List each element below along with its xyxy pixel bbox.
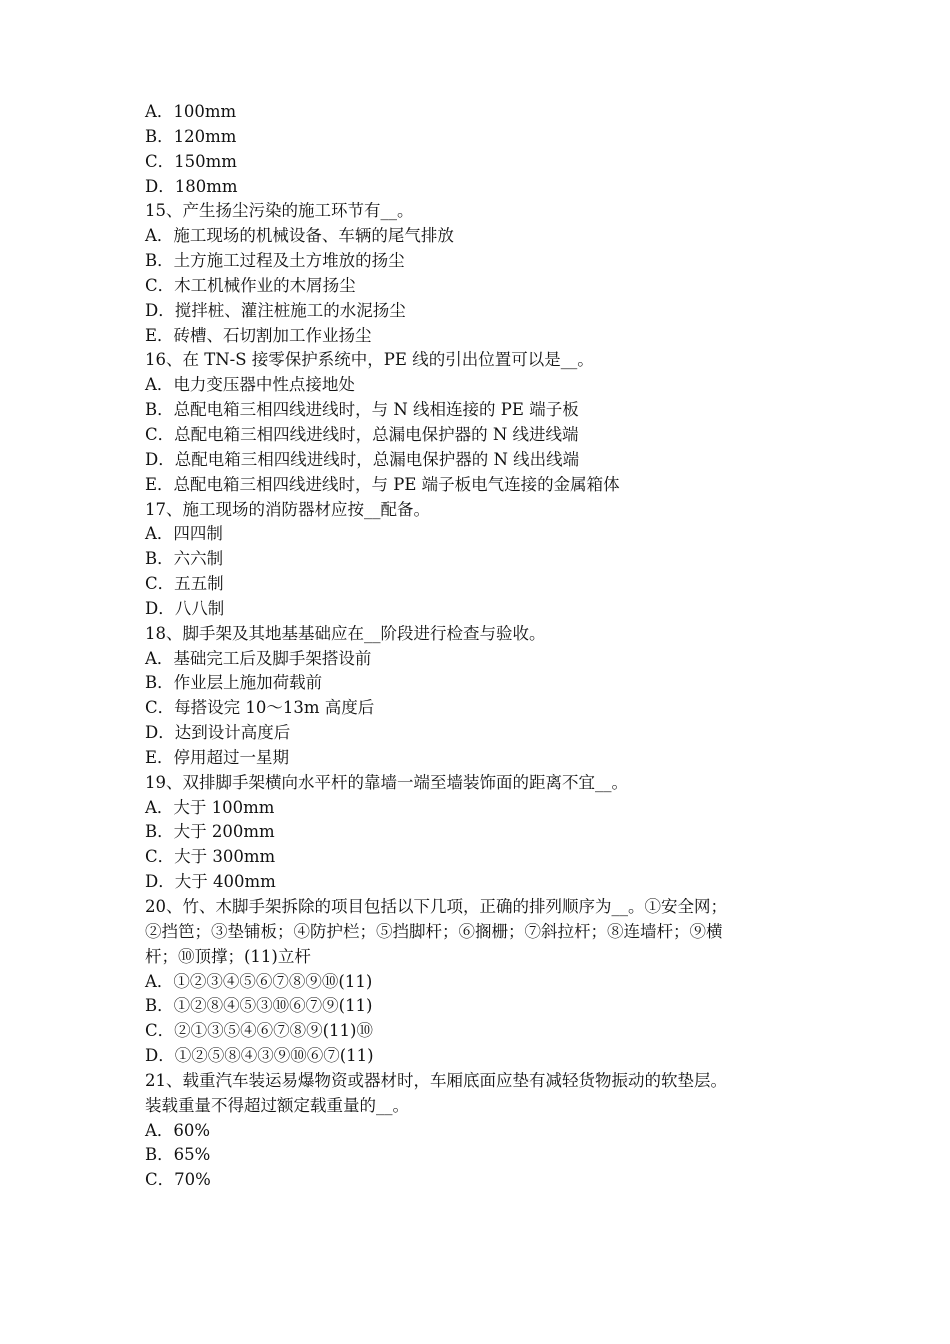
text-line: D．达到设计高度后 bbox=[145, 723, 291, 743]
text-line: ②挡笆；③垫铺板；④防护栏；⑤挡脚杆；⑥搁栅；⑦斜拉杆；⑧连墙杆；⑨横 bbox=[145, 921, 723, 941]
text-line: D．180mm bbox=[145, 176, 238, 196]
text-line: C．150mm bbox=[145, 151, 237, 171]
text-line: C．总配电箱三相四线进线时，总漏电保护器的 N 线进线端 bbox=[145, 424, 579, 444]
text-line: 装载重量不得超过额定载重量的__。 bbox=[145, 1095, 409, 1115]
text-line: 19、双排脚手架横向水平杆的靠墙一端至墙装饰面的距离不宜__。 bbox=[145, 772, 628, 792]
text-line: A．60% bbox=[145, 1120, 211, 1140]
text-line: B．总配电箱三相四线进线时，与 N 线相连接的 PE 端子板 bbox=[145, 400, 579, 420]
document-page bbox=[145, 100, 825, 1193]
text-line: D．八八制 bbox=[145, 598, 225, 618]
text-line: C．大于 300mm bbox=[145, 847, 276, 867]
text-line: C．木工机械作业的木屑扬尘 bbox=[145, 275, 356, 295]
text-line: C．五五制 bbox=[145, 574, 224, 594]
text-line: A．四四制 bbox=[145, 524, 223, 544]
text-line: 杆；⑩顶撑；(11)立杆 bbox=[145, 946, 311, 966]
text-line: C．70% bbox=[145, 1170, 211, 1190]
text-line: B．①②⑧④⑤③⑩⑥⑦⑨(11) bbox=[145, 996, 373, 1016]
text-line: C．每搭设完 10～13m 高度后 bbox=[145, 698, 375, 718]
text-line: D．大于 400mm bbox=[145, 872, 276, 892]
text-line: A．100mm bbox=[145, 102, 237, 121]
text-line: 16、在 TN-S 接零保护系统中，PE 线的引出位置可以是__。 bbox=[145, 350, 594, 370]
text-line: 18、脚手架及其地基基础应在__阶段进行检查与验收。 bbox=[145, 623, 546, 643]
text-line: 21、载重汽车装运易爆物资或器材时，车厢底面应垫有减轻货物振动的软垫层。 bbox=[145, 1070, 727, 1090]
text-line: A．基础完工后及脚手架搭设前 bbox=[145, 648, 372, 668]
text-line: D．总配电箱三相四线进线时，总漏电保护器的 N 线出线端 bbox=[145, 449, 580, 469]
text-line: A．电力变压器中性点接地处 bbox=[145, 375, 355, 395]
text-line: 15、产生扬尘污染的施工环节有__。 bbox=[145, 201, 414, 221]
text-line: B．大于 200mm bbox=[145, 822, 275, 842]
text-line: E．砖槽、石切割加工作业扬尘 bbox=[145, 325, 372, 345]
text-line: A．大于 100mm bbox=[145, 797, 275, 817]
text-line: A．施工现场的机械设备、车辆的尾气排放 bbox=[145, 226, 454, 246]
text-line: B．土方施工过程及土方堆放的扬尘 bbox=[145, 251, 405, 271]
text-line: D．搅拌桩、灌注桩施工的水泥扬尘 bbox=[145, 300, 406, 320]
text-line: B．作业层上施加荷载前 bbox=[145, 673, 323, 693]
text-line: B．120mm bbox=[145, 126, 237, 146]
text-line: 17、施工现场的消防器材应按__配备。 bbox=[145, 499, 430, 519]
text-line: A．①②③④⑤⑥⑦⑧⑨⑩(11) bbox=[145, 971, 373, 991]
text-line: B．六六制 bbox=[145, 549, 224, 569]
text-line: 20、竹、木脚手架拆除的项目包括以下几项，正确的排列顺序为__。①安全网； bbox=[145, 897, 727, 916]
text-line: E．停用超过一星期 bbox=[145, 747, 290, 767]
text-line: E．总配电箱三相四线进线时，与 PE 端子板电气连接的金属箱体 bbox=[145, 474, 620, 494]
text-line: B．65% bbox=[145, 1145, 211, 1165]
text-line: D．①②⑤⑧④③⑨⑩⑥⑦(11) bbox=[145, 1046, 374, 1066]
text-line: C．②①③⑤④⑥⑦⑧⑨(11)⑩ bbox=[145, 1021, 373, 1041]
